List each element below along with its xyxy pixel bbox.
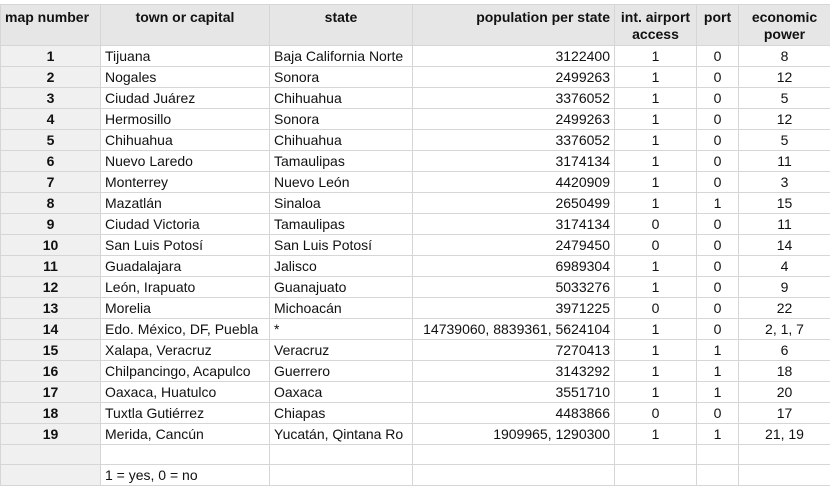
cell-population: 3971225 xyxy=(413,298,615,319)
cell-state: Sinaloa xyxy=(270,193,413,214)
cell-economic-power: 11 xyxy=(739,151,830,172)
table-body xyxy=(1,46,830,486)
cell-state: San Luis Potosí xyxy=(270,235,413,256)
table-row xyxy=(1,256,830,277)
table-row xyxy=(1,340,830,361)
empty-cell xyxy=(697,465,739,486)
cell-town: Xalapa, Veracruz xyxy=(101,340,270,361)
empty-cell xyxy=(413,445,615,465)
cell-town: Morelia xyxy=(101,298,270,319)
header-economic-power: economic power xyxy=(739,5,830,46)
cell-population: 3551710 xyxy=(413,382,615,403)
cell-map-number: 14 xyxy=(1,319,101,340)
cell-airport: 1 xyxy=(615,340,697,361)
cell-port: 0 xyxy=(697,403,739,424)
cell-state: Tamaulipas xyxy=(270,214,413,235)
table-row xyxy=(1,382,830,403)
table-row xyxy=(1,361,830,382)
cell-port: 0 xyxy=(697,172,739,193)
cell-airport: 1 xyxy=(615,151,697,172)
header-state: state xyxy=(270,5,413,46)
cell-map-number: 9 xyxy=(1,214,101,235)
cell-population: 3376052 xyxy=(413,130,615,151)
cell-port: 0 xyxy=(697,277,739,298)
cell-economic-power: 22 xyxy=(739,298,830,319)
cell-state: Nuevo León xyxy=(270,172,413,193)
cell-town: Ciudad Juárez xyxy=(101,88,270,109)
data-table xyxy=(0,4,830,486)
cell-airport: 1 xyxy=(615,172,697,193)
cell-economic-power: 12 xyxy=(739,109,830,130)
cell-airport: 1 xyxy=(615,424,697,445)
cell-port: 0 xyxy=(697,235,739,256)
cell-map-number: 10 xyxy=(1,235,101,256)
cell-town: Guadalajara xyxy=(101,256,270,277)
cell-airport: 1 xyxy=(615,319,697,340)
cell-airport: 0 xyxy=(615,214,697,235)
cell-map-number: 1 xyxy=(1,46,101,67)
cell-population: 1909965, 1290300 xyxy=(413,424,615,445)
cell-economic-power: 15 xyxy=(739,193,830,214)
cell-map-number: 3 xyxy=(1,88,101,109)
cell-population: 3174134 xyxy=(413,151,615,172)
cell-state: Guanajuato xyxy=(270,277,413,298)
table-row xyxy=(1,67,830,88)
cell-town: Tuxtla Gutiérrez xyxy=(101,403,270,424)
cell-port: 0 xyxy=(697,130,739,151)
cell-map-number: 11 xyxy=(1,256,101,277)
cell-port: 1 xyxy=(697,193,739,214)
cell-port: 1 xyxy=(697,424,739,445)
cell-port: 0 xyxy=(697,46,739,67)
cell-economic-power: 5 xyxy=(739,88,830,109)
cell-economic-power: 12 xyxy=(739,67,830,88)
cell-state: Baja California Norte xyxy=(270,46,413,67)
table-row xyxy=(1,46,830,67)
cell-map-number: 17 xyxy=(1,382,101,403)
cell-population: 7270413 xyxy=(413,340,615,361)
cell-economic-power: 3 xyxy=(739,172,830,193)
cell-state: Chiapas xyxy=(270,403,413,424)
header-map-number: map number xyxy=(1,5,101,46)
cell-airport: 1 xyxy=(615,382,697,403)
cell-airport: 1 xyxy=(615,130,697,151)
cell-port: 0 xyxy=(697,151,739,172)
table-row xyxy=(1,109,830,130)
cell-map-number: 19 xyxy=(1,424,101,445)
cell-economic-power: 14 xyxy=(739,235,830,256)
cell-population: 5033276 xyxy=(413,277,615,298)
cell-economic-power: 5 xyxy=(739,130,830,151)
empty-cell xyxy=(270,445,413,465)
cell-map-number: 12 xyxy=(1,277,101,298)
cell-economic-power: 4 xyxy=(739,256,830,277)
empty-cell xyxy=(1,465,101,486)
cell-population: 2650499 xyxy=(413,193,615,214)
cell-town: Nogales xyxy=(101,67,270,88)
cell-map-number: 4 xyxy=(1,109,101,130)
cell-state: Jalisco xyxy=(270,256,413,277)
cell-economic-power: 9 xyxy=(739,277,830,298)
cell-town: Oaxaca, Huatulco xyxy=(101,382,270,403)
cell-town: León, Irapuato xyxy=(101,277,270,298)
cell-map-number: 13 xyxy=(1,298,101,319)
header-row xyxy=(1,5,830,46)
cell-town: Ciudad Victoria xyxy=(101,214,270,235)
table-row xyxy=(1,298,830,319)
legend-note: 1 = yes, 0 = no xyxy=(101,465,270,486)
cell-map-number: 5 xyxy=(1,130,101,151)
cell-airport: 1 xyxy=(615,256,697,277)
table-row xyxy=(1,88,830,109)
table-row xyxy=(1,130,830,151)
cell-airport: 1 xyxy=(615,277,697,298)
cell-population: 3376052 xyxy=(413,88,615,109)
cell-population: 4483866 xyxy=(413,403,615,424)
cell-economic-power: 21, 19 xyxy=(739,424,830,445)
cell-port: 0 xyxy=(697,109,739,130)
empty-cell xyxy=(270,465,413,486)
cell-port: 0 xyxy=(697,67,739,88)
cell-airport: 0 xyxy=(615,298,697,319)
cell-economic-power: 18 xyxy=(739,361,830,382)
cell-economic-power: 17 xyxy=(739,403,830,424)
cell-population: 2479450 xyxy=(413,235,615,256)
empty-cell xyxy=(101,445,270,465)
cell-town: San Luis Potosí xyxy=(101,235,270,256)
cell-economic-power: 6 xyxy=(739,340,830,361)
empty-cell xyxy=(697,445,739,465)
cell-population: 6989304 xyxy=(413,256,615,277)
cell-airport: 1 xyxy=(615,109,697,130)
cell-airport: 1 xyxy=(615,193,697,214)
cell-port: 0 xyxy=(697,319,739,340)
cell-map-number: 6 xyxy=(1,151,101,172)
cell-port: 0 xyxy=(697,298,739,319)
table-row xyxy=(1,235,830,256)
cell-map-number: 7 xyxy=(1,172,101,193)
empty-cell xyxy=(1,445,101,465)
cell-map-number: 15 xyxy=(1,340,101,361)
cell-port: 0 xyxy=(697,88,739,109)
cell-state: Yucatán, Qintana Ro xyxy=(270,424,413,445)
legend-row xyxy=(1,465,830,486)
cell-population: 3174134 xyxy=(413,214,615,235)
cell-airport: 1 xyxy=(615,361,697,382)
cell-population: 2499263 xyxy=(413,109,615,130)
cell-town: Chihuahua xyxy=(101,130,270,151)
cell-economic-power: 20 xyxy=(739,382,830,403)
cell-state: Chihuahua xyxy=(270,88,413,109)
cell-state: Veracruz xyxy=(270,340,413,361)
header-airport: int. airport access xyxy=(615,5,697,46)
header-population: population per state xyxy=(413,5,615,46)
cell-airport: 0 xyxy=(615,403,697,424)
cell-state: Sonora xyxy=(270,109,413,130)
cell-economic-power: 11 xyxy=(739,214,830,235)
cell-economic-power: 8 xyxy=(739,46,830,67)
cell-airport: 1 xyxy=(615,46,697,67)
blank-row xyxy=(1,445,830,465)
header-port: port xyxy=(697,5,739,46)
table-row xyxy=(1,403,830,424)
cell-state: * xyxy=(270,319,413,340)
cell-state: Guerrero xyxy=(270,361,413,382)
cell-state: Oaxaca xyxy=(270,382,413,403)
cell-map-number: 18 xyxy=(1,403,101,424)
cell-town: Tijuana xyxy=(101,46,270,67)
cell-airport: 1 xyxy=(615,88,697,109)
header-town: town or capital xyxy=(101,5,270,46)
cell-state: Tamaulipas xyxy=(270,151,413,172)
cell-state: Chihuahua xyxy=(270,130,413,151)
empty-cell xyxy=(615,445,697,465)
cell-port: 1 xyxy=(697,361,739,382)
cell-map-number: 2 xyxy=(1,67,101,88)
cell-population: 2499263 xyxy=(413,67,615,88)
empty-cell xyxy=(615,465,697,486)
cell-population: 3143292 xyxy=(413,361,615,382)
cell-state: Michoacán xyxy=(270,298,413,319)
cell-town: Merida, Cancún xyxy=(101,424,270,445)
table-row xyxy=(1,277,830,298)
table-row xyxy=(1,172,830,193)
cell-port: 1 xyxy=(697,382,739,403)
empty-cell xyxy=(739,465,830,486)
cell-town: Mazatlán xyxy=(101,193,270,214)
cell-town: Edo. México, DF, Puebla xyxy=(101,319,270,340)
cell-economic-power: 2, 1, 7 xyxy=(739,319,830,340)
cell-population: 4420909 xyxy=(413,172,615,193)
cell-population: 3122400 xyxy=(413,46,615,67)
cell-state: Sonora xyxy=(270,67,413,88)
table-row xyxy=(1,151,830,172)
cell-map-number: 8 xyxy=(1,193,101,214)
cell-town: Hermosillo xyxy=(101,109,270,130)
cell-town: Monterrey xyxy=(101,172,270,193)
table-row xyxy=(1,424,830,445)
cell-port: 0 xyxy=(697,256,739,277)
cell-map-number: 16 xyxy=(1,361,101,382)
table-row xyxy=(1,214,830,235)
table-row xyxy=(1,193,830,214)
empty-cell xyxy=(739,445,830,465)
cell-town: Nuevo Laredo xyxy=(101,151,270,172)
cell-airport: 0 xyxy=(615,235,697,256)
cell-port: 0 xyxy=(697,214,739,235)
table-row xyxy=(1,319,830,340)
cell-population: 14739060, 8839361, 5624104 xyxy=(413,319,615,340)
cell-airport: 1 xyxy=(615,67,697,88)
empty-cell xyxy=(413,465,615,486)
cell-town: Chilpancingo, Acapulco xyxy=(101,361,270,382)
cell-port: 1 xyxy=(697,340,739,361)
